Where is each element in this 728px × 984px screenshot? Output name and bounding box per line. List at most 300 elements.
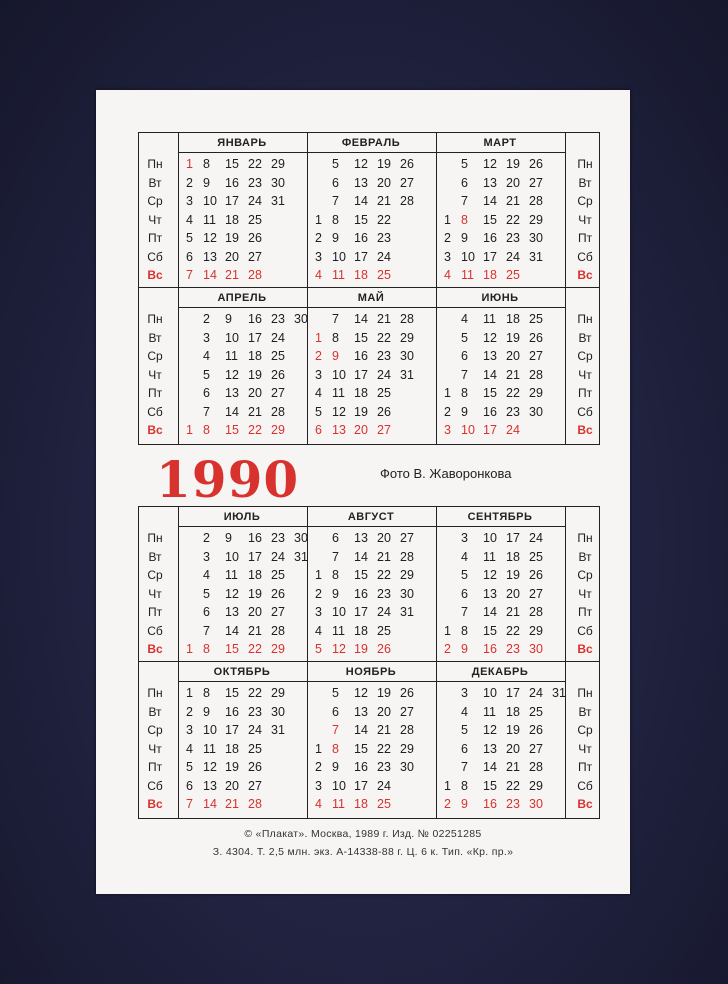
calendar-day: 16 [225,704,239,719]
calendar-day: 14 [354,312,368,326]
calendar-day: 13 [203,249,217,264]
photo-credit: Фото В. Жаворонкова [380,466,512,481]
calendar-day: 8 [461,778,468,793]
calendar-day: 6 [203,386,210,400]
calendar-day: 19 [506,568,520,582]
calendar-day: 18 [354,623,368,638]
calendar-day: 28 [529,194,543,208]
calendar-day: 3 [315,778,322,793]
calendar-day: 18 [483,268,497,282]
calendar-day: 23 [506,642,520,656]
calendar-day: 24 [377,605,391,619]
calendar-day: 24 [248,723,262,737]
weekday-label-right: Вт [578,549,592,564]
calendar-day: 14 [203,268,217,282]
calendar-day: 22 [506,778,520,793]
calendar-day: 21 [248,623,262,638]
calendar-day: 13 [354,704,368,719]
calendar-day: 27 [248,249,262,264]
calendar-day: 30 [294,312,308,326]
calendar-day: 25 [506,268,520,282]
calendar-day: 26 [271,367,285,382]
calendar-day: 18 [225,741,239,756]
weekday-label-right: Пт [577,605,593,619]
calendar-day: 14 [354,723,368,737]
weekday-label-right: Ср [577,568,593,582]
year-title: 1990 [156,450,300,509]
calendar-day: 3 [315,367,322,382]
calendar-day: 11 [483,704,496,719]
calendar-day: 23 [248,175,262,190]
calendar-day: 30 [400,760,414,774]
calendar-day: 6 [332,175,339,190]
calendar-day: 14 [483,367,497,382]
calendar-day: 8 [203,157,210,171]
calendar-day: 18 [225,212,239,227]
calendar-day: 27 [377,423,391,437]
month-name: МАЙ [357,292,385,304]
calendar-day: 25 [248,212,262,227]
calendar-day: 2 [186,175,193,190]
calendar-day: 26 [248,760,262,774]
grid-line [565,288,566,444]
calendar-day: 22 [248,423,262,437]
calendar-day: 7 [461,760,468,774]
calendar-day: 7 [203,623,210,638]
calendar-day: 6 [332,704,339,719]
month-separator [178,681,307,682]
calendar-day: 21 [377,723,391,737]
grid-line [178,507,179,661]
weekday-label-right: Вт [578,175,592,190]
calendar-day: 21 [225,797,239,811]
calendar-day: 12 [225,586,239,601]
calendar-day: 8 [461,623,468,638]
calendar-day: 10 [203,194,217,208]
calendar-day: 1 [186,157,193,171]
calendar-day: 17 [225,194,239,208]
weekday-label-left: Вт [148,330,162,345]
weekday-label-right: Чт [578,741,592,756]
calendar-day: 15 [483,623,497,638]
calendar-day: 15 [225,686,239,700]
grid-line [565,133,566,287]
calendar-day: 16 [248,531,262,545]
calendar-day: 22 [248,157,262,171]
calendar-day: 4 [315,268,322,282]
month-name: ДЕКАБРЬ [471,666,529,678]
month-name: ЯНВАРЬ [217,137,267,149]
calendar-day: 14 [483,605,497,619]
calendar-day: 6 [186,778,193,793]
calendar-day: 29 [529,778,543,793]
quarter-1 [138,132,600,287]
calendar-day: 25 [529,312,543,326]
pocket-calendar-card [96,90,630,894]
weekday-label-left: Пт [147,605,163,619]
calendar-day: 11 [483,312,496,326]
weekday-label-left: Вс [147,797,163,811]
calendar-day: 15 [225,423,239,437]
calendar-day: 19 [506,330,520,345]
calendar-day: 31 [294,549,308,564]
weekday-label-left: Пн [147,531,163,545]
calendar-day: 29 [400,568,414,582]
calendar-block-first-half [138,132,600,445]
calendar-day: 22 [377,330,391,345]
weekday-label-left: Ср [147,723,163,737]
weekday-label-right: Пт [577,231,593,245]
calendar-day: 14 [354,194,368,208]
calendar-day: 28 [529,605,543,619]
calendar-day: 2 [315,231,322,245]
month-name: АВГУСТ [347,511,395,523]
calendar-day: 30 [294,531,308,545]
calendar-day: 4 [315,623,322,638]
month-name: СЕНТЯБРЬ [467,511,533,523]
calendar-day: 2 [186,704,193,719]
calendar-day: 6 [461,741,468,756]
month-separator [307,526,436,527]
calendar-day: 16 [354,231,368,245]
calendar-day: 19 [354,642,368,656]
calendar-day: 15 [225,157,239,171]
weekday-label-left: Ср [147,568,163,582]
grid-line [565,507,566,661]
calendar-day: 3 [461,531,468,545]
calendar-day: 28 [248,797,262,811]
calendar-day: 19 [225,231,239,245]
calendar-day: 27 [529,175,543,190]
imprint-line-2: З. 4304. Т. 2,5 млн. экз. А-14338-88 г. Ц. 6 к. Тип. «Кр. пр.» [212,846,514,858]
calendar-day: 6 [203,605,210,619]
weekday-label-right: Чт [578,367,592,382]
calendar-day: 13 [483,741,497,756]
calendar-day: 6 [332,531,339,545]
calendar-day: 10 [225,549,239,564]
calendar-day: 22 [377,741,391,756]
calendar-day: 20 [377,704,391,719]
grid-line [436,288,437,444]
calendar-day: 6 [461,349,468,363]
calendar-day: 4 [315,797,322,811]
calendar-day: 19 [377,686,391,700]
month-separator [436,152,565,153]
calendar-day: 8 [203,423,210,437]
calendar-day: 5 [203,586,210,601]
weekday-label-left: Пт [147,386,163,400]
calendar-day: 22 [506,623,520,638]
calendar-day: 23 [248,704,262,719]
calendar-day: 3 [444,423,451,437]
calendar-day: 3 [444,249,451,264]
calendar-day: 10 [332,367,346,382]
calendar-day: 14 [225,623,239,638]
calendar-day: 9 [203,175,210,190]
calendar-day: 11 [225,349,238,363]
calendar-day: 7 [332,549,339,564]
weekday-label-right: Сб [577,249,593,264]
calendar-day: 2 [203,312,210,326]
calendar-day: 25 [271,568,285,582]
calendar-day: 24 [529,686,543,700]
calendar-day: 5 [315,404,322,419]
calendar-day: 25 [377,386,391,400]
quarter-3 [138,506,600,661]
calendar-day: 2 [315,349,322,363]
weekday-label-right: Вт [578,704,592,719]
calendar-day: 1 [315,568,322,582]
weekday-label-left: Вс [147,642,163,656]
grid-line [307,133,308,287]
month-separator [307,681,436,682]
calendar-day: 28 [271,623,285,638]
calendar-day: 9 [225,531,232,545]
calendar-day: 19 [225,760,239,774]
calendar-day: 8 [332,568,339,582]
calendar-day: 21 [506,760,520,774]
calendar-day: 23 [271,312,285,326]
calendar-day: 17 [248,549,262,564]
calendar-day: 29 [400,741,414,756]
calendar-day: 4 [315,386,322,400]
weekday-label-left: Чт [148,741,162,756]
calendar-day: 20 [506,586,520,601]
weekday-label-right: Пн [577,312,593,326]
calendar-day: 19 [506,157,520,171]
calendar-day: 8 [203,686,210,700]
calendar-day: 26 [529,723,543,737]
calendar-day: 6 [461,175,468,190]
calendar-day: 28 [529,760,543,774]
calendar-day: 9 [461,642,468,656]
calendar-day: 25 [271,349,285,363]
calendar-day: 1 [315,741,322,756]
calendar-day: 17 [354,367,368,382]
calendar-day: 6 [315,423,322,437]
calendar-day: 16 [483,797,497,811]
calendar-day: 13 [354,531,368,545]
grid-line [178,662,179,818]
calendar-day: 5 [186,760,193,774]
calendar-day: 24 [248,194,262,208]
calendar-day: 19 [248,367,262,382]
calendar-day: 30 [400,586,414,601]
calendar-day: 20 [506,349,520,363]
calendar-day: 15 [354,212,368,227]
calendar-day: 31 [400,367,414,382]
month-name: ФЕВРАЛЬ [341,137,401,149]
weekday-label-right: Вс [577,423,593,437]
calendar-day: 3 [461,686,468,700]
calendar-day: 20 [248,386,262,400]
weekday-label-right: Вс [577,797,593,811]
calendar-day: 15 [225,642,239,656]
calendar-day: 28 [248,268,262,282]
calendar-day: 5 [315,642,322,656]
calendar-day: 2 [444,231,451,245]
calendar-day: 30 [271,175,285,190]
calendar-day: 16 [483,231,497,245]
calendar-day: 20 [225,778,239,793]
calendar-day: 1 [315,330,322,345]
calendar-day: 26 [529,568,543,582]
calendar-day: 9 [332,231,339,245]
calendar-day: 25 [377,623,391,638]
calendar-day: 3 [203,549,210,564]
calendar-day: 19 [377,157,391,171]
calendar-day: 7 [332,312,339,326]
calendar-day: 4 [444,268,451,282]
calendar-day: 20 [506,175,520,190]
calendar-day: 3 [315,605,322,619]
calendar-day: 7 [203,404,210,419]
calendar-day: 20 [377,175,391,190]
weekday-label-left: Сб [147,404,163,419]
calendar-day: 25 [248,741,262,756]
calendar-day: 23 [377,760,391,774]
calendar-day: 21 [506,367,520,382]
calendar-day: 29 [529,212,543,227]
calendar-day: 22 [506,212,520,227]
calendar-day: 29 [529,386,543,400]
calendar-day: 29 [271,423,285,437]
calendar-day: 5 [461,723,468,737]
calendar-day: 19 [354,404,368,419]
calendar-day: 21 [248,404,262,419]
weekday-label-right: Сб [577,623,593,638]
month-name: АПРЕЛЬ [217,292,267,304]
weekday-label-right: Вс [577,642,593,656]
calendar-day: 11 [332,797,345,811]
calendar-day: 23 [506,797,520,811]
calendar-day: 15 [483,778,497,793]
calendar-day: 10 [332,605,346,619]
calendar-day: 5 [203,367,210,382]
calendar-day: 20 [248,605,262,619]
calendar-day: 7 [461,367,468,382]
calendar-day: 20 [225,249,239,264]
calendar-day: 21 [225,268,239,282]
calendar-day: 28 [271,404,285,419]
weekday-label-left: Вс [147,268,163,282]
calendar-day: 18 [248,568,262,582]
calendar-day: 17 [354,778,368,793]
calendar-day: 9 [332,586,339,601]
calendar-day: 14 [225,404,239,419]
calendar-day: 21 [377,312,391,326]
calendar-day: 12 [332,404,346,419]
calendar-day: 12 [483,330,497,345]
calendar-day: 5 [461,157,468,171]
calendar-day: 30 [271,704,285,719]
calendar-day: 23 [271,531,285,545]
calendar-day: 14 [354,549,368,564]
calendar-day: 18 [354,797,368,811]
weekday-label-right: Пн [577,531,593,545]
calendar-day: 17 [483,249,497,264]
calendar-day: 12 [483,157,497,171]
calendar-day: 1 [186,642,193,656]
grid-line [436,507,437,661]
calendar-day: 12 [483,568,497,582]
calendar-day: 18 [506,312,520,326]
calendar-day: 21 [377,549,391,564]
weekday-label-right: Сб [577,778,593,793]
weekday-label-left: Пн [147,312,163,326]
calendar-day: 23 [506,404,520,419]
calendar-day: 3 [315,249,322,264]
calendar-day: 4 [186,212,193,227]
weekday-label-right: Ср [577,349,593,363]
calendar-day: 5 [186,231,193,245]
calendar-day: 29 [271,686,285,700]
calendar-day: 1 [186,686,193,700]
grid-line [178,288,179,444]
calendar-day: 31 [400,605,414,619]
month-name: ИЮЛЬ [223,511,261,523]
weekday-label-right: Ср [577,194,593,208]
calendar-day: 16 [248,312,262,326]
calendar-day: 25 [529,549,543,564]
calendar-day: 16 [354,586,368,601]
calendar-day: 24 [529,531,543,545]
calendar-day: 27 [400,704,414,719]
calendar-day: 16 [354,760,368,774]
calendar-day: 24 [506,423,520,437]
calendar-day: 23 [506,231,520,245]
weekday-label-left: Вт [148,175,162,190]
calendar-day: 31 [552,686,566,700]
weekday-label-right: Вт [578,330,592,345]
calendar-day: 24 [377,778,391,793]
calendar-day: 5 [461,330,468,345]
calendar-day: 9 [461,797,468,811]
calendar-day: 22 [377,568,391,582]
imprint-line-1: © «Плакат». Москва, 1989 г. Изд. № 02251285 [244,828,482,840]
calendar-day: 7 [332,194,339,208]
weekday-label-right: Чт [578,212,592,227]
calendar-day: 24 [377,249,391,264]
calendar-day: 11 [203,212,216,227]
calendar-day: 26 [248,231,262,245]
calendar-day: 11 [483,549,496,564]
calendar-day: 1 [444,212,451,227]
grid-line [436,662,437,818]
calendar-day: 20 [377,531,391,545]
calendar-day: 31 [271,723,285,737]
calendar-day: 11 [461,268,474,282]
calendar-day: 1 [444,778,451,793]
calendar-day: 8 [332,741,339,756]
month-separator [307,307,436,308]
calendar-day: 30 [529,404,543,419]
month-name: ИЮНЬ [481,292,519,304]
calendar-day: 30 [400,349,414,363]
calendar-day: 6 [186,249,193,264]
calendar-day: 29 [529,623,543,638]
calendar-day: 26 [377,404,391,419]
calendar-day: 21 [506,605,520,619]
calendar-day: 5 [332,686,339,700]
weekday-label-left: Пт [147,760,163,774]
calendar-day: 17 [506,531,520,545]
calendar-day: 13 [483,586,497,601]
calendar-day: 29 [271,642,285,656]
calendar-day: 24 [377,367,391,382]
calendar-day: 2 [315,586,322,601]
calendar-day: 17 [248,330,262,345]
